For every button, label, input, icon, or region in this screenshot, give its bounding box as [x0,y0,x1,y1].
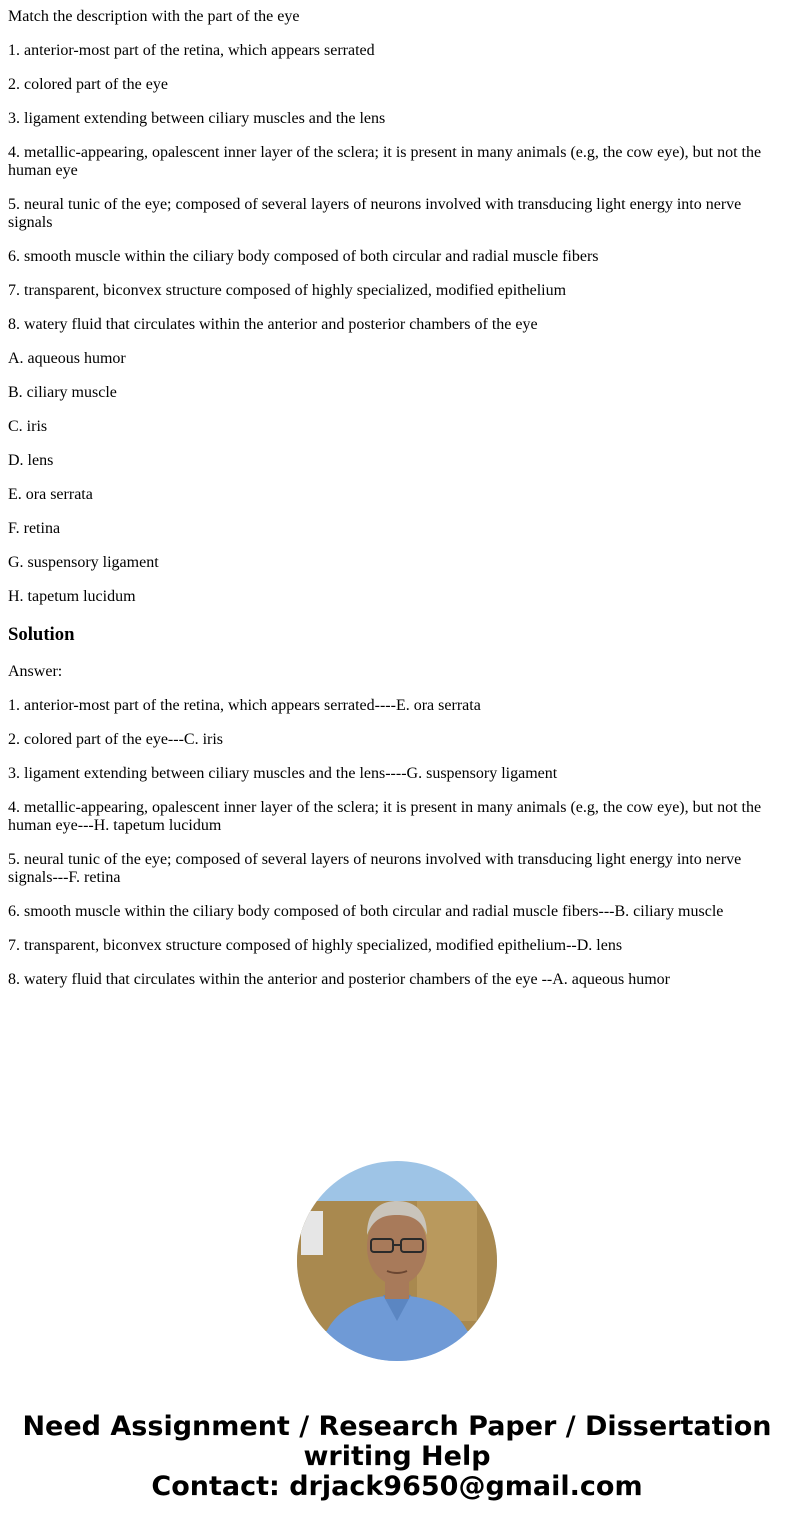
description-item: 5. neural tunic of the eye; composed of several layers of neurons involved with transducing light energy into nerve signals [8,196,742,231]
promo-banner [0,1412,794,1502]
promo-line: writing Help [303,1441,491,1472]
description-list [8,42,786,334]
answer-list [8,697,786,989]
option-item: G. suspensory ligament [8,554,159,571]
photo-switchboard [301,1211,323,1255]
description-item: 6. smooth muscle within the ciliary body composed of both circular and radial muscle fibers [8,248,599,265]
answer-item: 1. anterior-most part of the retina, which appears serrated----E. ora serrata [8,697,481,714]
answer-item: 5. neural tunic of the eye; composed of several layers of neurons involved with transducing light energy into nerve signals---F. retina [8,851,742,886]
option-list [8,350,786,606]
description-item: 3. ligament extending between ciliary muscles and the lens [8,110,386,127]
option-item: E. ora serrata [8,486,93,503]
document-page [0,8,794,989]
answer-item: 8. watery fluid that circulates within the anterior and posterior chambers of the eye --A. aqueous humor [8,971,670,988]
promo-line: Need Assignment / Research Paper / Dissertation [22,1411,772,1442]
solution-intro: Answer: [8,663,63,680]
promo-contact: Contact: drjack9650@gmail.com [151,1471,643,1502]
answer-item: 4. metallic-appearing, opalescent inner layer of the sclera; it is present in many animals (e.g, the cow eye), but not the human eye---H. tapetum lucidum [8,799,762,834]
description-item: 1. anterior-most part of the retina, which appears serrated [8,42,375,59]
answer-item: 2. colored part of the eye---C. iris [8,731,224,748]
description-item: 7. transparent, biconvex structure composed of highly specialized, modified epithelium [8,282,567,299]
question-prompt: Match the description with the part of the eye [8,8,300,25]
option-item: D. lens [8,452,54,469]
description-item: 4. metallic-appearing, opalescent inner layer of the sclera; it is present in many animals (e.g, the cow eye), but not the human eye [8,144,762,179]
solution-heading: Solution [8,624,75,645]
option-item: C. iris [8,418,48,435]
portrait-illustration [297,1161,497,1361]
description-item: 2. colored part of the eye [8,76,168,93]
option-item: H. tapetum lucidum [8,588,136,605]
author-photo [297,1161,497,1361]
option-item: A. aqueous humor [8,350,126,367]
option-item: B. ciliary muscle [8,384,117,401]
answer-item: 7. transparent, biconvex structure composed of highly specialized, modified epithelium--D. lens [8,937,623,954]
description-item: 8. watery fluid that circulates within the anterior and posterior chambers of the eye [8,316,538,333]
answer-item: 6. smooth muscle within the ciliary body composed of both circular and radial muscle fibers---B. ciliary muscle [8,903,724,920]
option-item: F. retina [8,520,61,537]
answer-item: 3. ligament extending between ciliary muscles and the lens----G. suspensory ligament [8,765,558,782]
